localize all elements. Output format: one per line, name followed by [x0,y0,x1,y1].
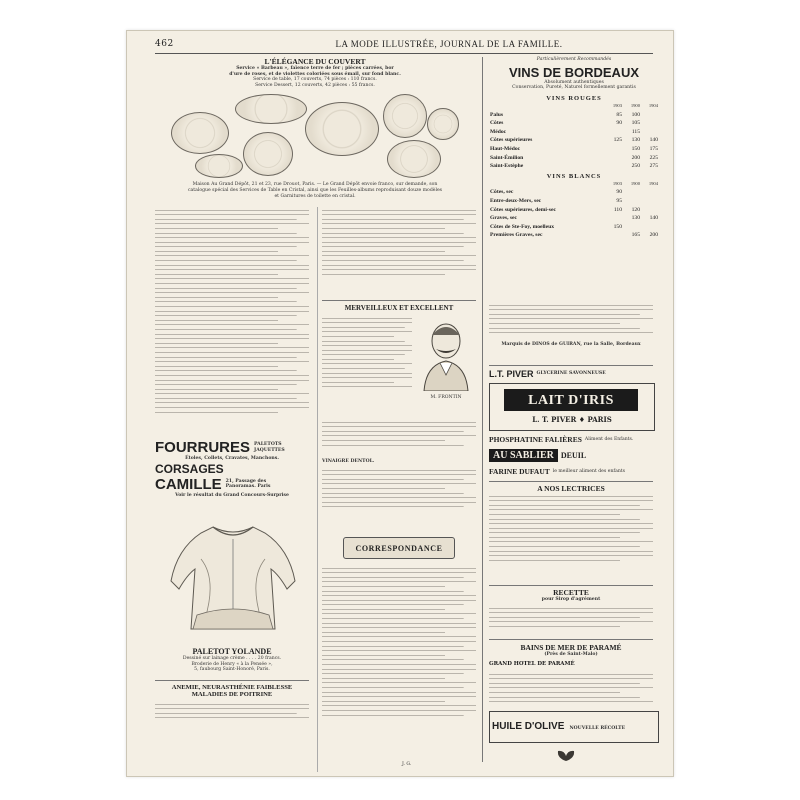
vins-notice: Particulièrement Recommandés [536,57,612,62]
platter-top [235,94,307,124]
couvert-line-2: d'ure de roses, et de violettes coloriées sous émail, sur fond blanc. [229,71,401,77]
sablier-ad: AU SABLIER DEUIL [489,449,653,462]
fourrures-line: Étoles, Collets, Cravates, Manchons. [185,456,279,461]
table-row: Saint-Émilion 200 225 [490,154,658,161]
lectrices-section [489,481,653,493]
lait-diris-title: LAIT D'IRIS [528,393,614,408]
bains-section [489,639,653,667]
concours-note: Voir le résultat du Grand Concours-Surprise [175,492,289,498]
tableware-illustration [155,90,475,182]
recette-title: RECETTE [553,588,589,597]
table-row: Haut-Médoc 150 175 [490,146,658,153]
paletot-drawing [161,519,305,639]
paletot-line-2: Broderie de Henry « à la Pensée », [191,661,273,667]
correspondance-banner [322,537,476,559]
table-row: Entre-deux-Mers, sec 95 [490,198,622,205]
farine-ad: FARINE DUFAUT le meilleur aliment des enfants [489,467,626,476]
paletot-line-3: 5, faubourg Saint-Honoré, Paris. [194,667,270,673]
right-column [482,57,659,762]
huile-olive-ad [489,711,659,743]
vins-subtitle-1: Absolument authentiques [544,79,604,85]
anemie-title-2: MALADIES DE POITRINE [191,691,273,698]
frontin-portrait [416,319,476,399]
table-row: Côtes, sec 90 [490,189,622,196]
portrait-drawing [416,319,476,391]
table-row: Saint-Estèphe 250 275 [490,163,658,170]
journal-title: LA MODE ILLUSTRÉE, JOURNAL DE LA FAMILLE. [335,39,563,49]
fourrures-ad [155,439,309,498]
table-row: Côtes de Ste-Foy, moelleux 150 [490,223,622,230]
couvert-line-3: Service de table, 17 couverts, 74 pièces : 110 francs. [253,77,377,83]
vins-order: Marquis de DINOS de GUIRAN, rue la Salle, Bordeaux [501,342,641,347]
anemie-section [155,680,309,698]
couvert-caption: Maison Au Grand Dépôt, 21 et 23, rue Drouot, Paris. — Le Grand Dépôt envoie franco, sur demande, son catalogue spécial des Services de Table en Cristal, ainsi que les Feuilles-albums reproduisant douze modèles et Garnitures de toilette en cristal. [187,182,443,199]
huile-note: NOUVELLE RÉCOLTE [569,726,626,731]
couvert-section [155,57,475,199]
hotel-name: GRAND HOTEL DE PARAMÉ [489,660,575,667]
vinaigre-title: VINAIGRE DENTOL. [322,459,375,464]
fourrures-sub-1: PALETOTS [254,441,282,447]
table-row: Côtes 90 105 [490,120,640,127]
vins-blancs-table: 1903 1900 1904 Côtes, sec 90 Entre-deux-Mers, sec 95 Côtes supérieures, demi-sec 110 120 Graves, sec 130 140 Côtes de Ste-Foy, moelleux 150 Premières Graves, sec 165 200 [490,181,658,239]
bains-title: BAINS DE MER DE PARAMÉ [520,643,622,652]
signature: J. G. [402,762,412,767]
paletot-text [155,647,309,673]
dessert-plate [427,108,459,140]
tureen-center [305,102,379,156]
recette-section [489,585,653,603]
magazine-page [126,30,674,777]
header-rule [155,53,653,54]
couvert-title: L'ÉLÉGANCE DU COUVERT [264,57,366,66]
center-column [317,207,480,772]
page-header [155,39,653,51]
vins-subtitle-2: Conservation, Pureté, Naturel formellement garantis [512,85,636,91]
corsages-title: CORSAGES [155,461,224,476]
bains-subtitle: (Près de Saint-Malo) [544,652,598,657]
camille-title: CAMILLE [155,475,222,493]
merveilleux-title: MERVEILLEUX ET EXCELLENT [344,304,454,312]
vins-blancs-title: VINS BLANCS [546,172,602,180]
paletot-title: PALETOT YOLANDE [192,647,272,656]
camille-address: 21, Passage des Panoramas. Paris [225,478,271,490]
huile-title: HUILE D'OLIVE [492,721,565,732]
couvert-line-1: Service « Barbeau », faïence terre de fer ; pièces carrées, bor [236,66,394,71]
fruit-stand [387,140,441,178]
fourrures-title: FOURRURES [155,439,251,456]
recette-subtitle: pour Sirop d'agrément [541,597,601,602]
table-row: Graves, sec 130 140 [490,215,658,222]
vins-conditions-text [489,302,653,336]
soup-tureen [171,112,229,154]
plate-right [383,94,427,138]
vins-rouges-table: 1903 1900 1904 Palus 85 100 Côtes 90 105 Médoc 115 Côtes supérieures 125 130 140 Haut-Médoc 150 175 Saint-Émilion 200 225 Saint-Estèphe 250 275 [490,103,658,170]
leaf-ornament-icon [555,747,577,766]
left-body-text [155,207,309,415]
table-row: Médoc 115 [490,128,640,135]
plate-stack [243,132,293,176]
lait-diris-ad: LAIT D'IRIS L. T. PIVER ♦ PARIS [489,383,655,431]
anemie-title-1: ANEMIE, NEURASTHÉNIE FAIBLESSE [171,684,293,691]
paletot-illustration [161,519,305,639]
table-row: Palus 85 100 [490,111,640,118]
vins-title: VINS DE BORDEAUX [508,64,640,80]
phosphatine-ad: PHOSPHATINE FALIÈRES Aliment des Enfants. [489,435,634,444]
correspondance-text [322,565,476,718]
fourrures-sub-2: JAQUETTES [254,447,285,453]
vins-rouges-title: VINS ROUGES [546,94,602,102]
table-row: Côtes supérieures, demi-sec 110 120 [490,206,640,213]
couvert-line-4: Service Dessert, 12 couverts, 42 pièces : 55 francs. [255,82,375,88]
merveilleux-section [322,300,476,464]
center-body-text [322,207,476,278]
paletot-line-1: Dessiné sur lainage crème . . . . 20 francs. [182,656,282,661]
table-row: Côtes supérieures 125 130 140 [490,137,658,144]
correspondance-title: CORRESPONDANCE [355,543,443,553]
sauce-boat [195,154,243,178]
page-number: 462 [155,39,174,49]
table-row: Premières Graves, sec 165 200 [490,232,658,239]
lectrices-title: A NOS LECTRICES [537,484,605,493]
lectrices-text [489,493,653,564]
portrait-caption: M. FRONTIN [430,395,462,400]
piver-glycerine-ad: L.T. PIVER GLYCERINE SAVONNEUSE [489,365,653,379]
